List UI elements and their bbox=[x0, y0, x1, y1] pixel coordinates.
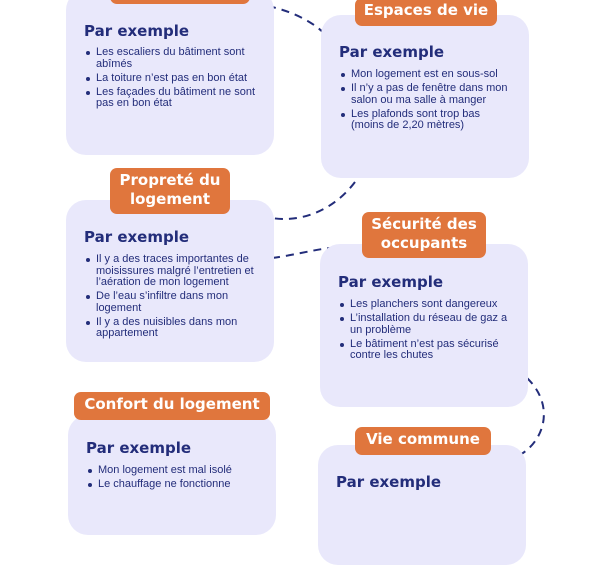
list-item: L’installation du réseau de gaz a un problème bbox=[350, 313, 510, 336]
list-item: Mon logement est en sous-sol bbox=[351, 69, 511, 81]
section-title: Espaces de vie bbox=[355, 0, 497, 26]
example-label: Par exemple bbox=[84, 228, 190, 246]
section-title: Propreté du logement bbox=[110, 168, 230, 214]
section-title: Vie commune bbox=[355, 427, 491, 455]
card-confort bbox=[68, 415, 276, 535]
section-title: Confort du logement bbox=[74, 392, 270, 420]
example-list bbox=[338, 299, 510, 362]
example-label: Par exemple bbox=[336, 473, 442, 491]
list-item: Il n’y a pas de fenêtre dans mon salon ou ma salle à manger bbox=[351, 83, 511, 106]
card-securite bbox=[320, 244, 528, 407]
list-item: Les façades du bâtiment ne sont pas en bon état bbox=[96, 85, 255, 109]
card-espaces-de-vie bbox=[321, 15, 529, 178]
example-list bbox=[339, 69, 511, 132]
example-list bbox=[86, 465, 258, 491]
example-list bbox=[84, 47, 256, 110]
list-item: Il y a des nuisibles dans mon appartement bbox=[96, 317, 256, 340]
section-tag bbox=[110, 0, 250, 4]
example-label: Par exemple bbox=[338, 273, 444, 291]
example-label: Par exemple bbox=[339, 43, 445, 61]
list-item: Les plafonds sont trop bas (moins de 2,20 mètres) bbox=[351, 109, 511, 132]
example-label: Par exemple bbox=[86, 439, 192, 457]
example-list bbox=[84, 254, 256, 340]
card-proprete bbox=[66, 200, 274, 362]
list-item: Le chauffage ne fonctionne bbox=[98, 479, 258, 491]
list-item: Il y a des traces importantes de moisissures malgré l’entretien et l’aération de mon logement bbox=[96, 254, 256, 289]
example-label: Par exemple bbox=[84, 22, 190, 40]
list-item: Les escaliers du bâtiment sont abîmés bbox=[96, 47, 256, 70]
list-item: De l’eau s’infiltre dans mon logement bbox=[96, 291, 256, 314]
card-batiment bbox=[66, 0, 274, 155]
connector-line bbox=[272, 182, 355, 219]
list-item: Les planchers sont dangereux bbox=[350, 299, 510, 311]
list-item: La toiture n’est pas en bon état bbox=[96, 73, 256, 85]
section-title: Sécurité des occupants bbox=[362, 212, 486, 258]
list-item: Le bâtiment n’est pas sécurisé contre les chutes bbox=[350, 339, 510, 362]
list-item: Mon logement est mal isolé bbox=[98, 465, 258, 477]
card-vie-commune bbox=[318, 445, 526, 565]
